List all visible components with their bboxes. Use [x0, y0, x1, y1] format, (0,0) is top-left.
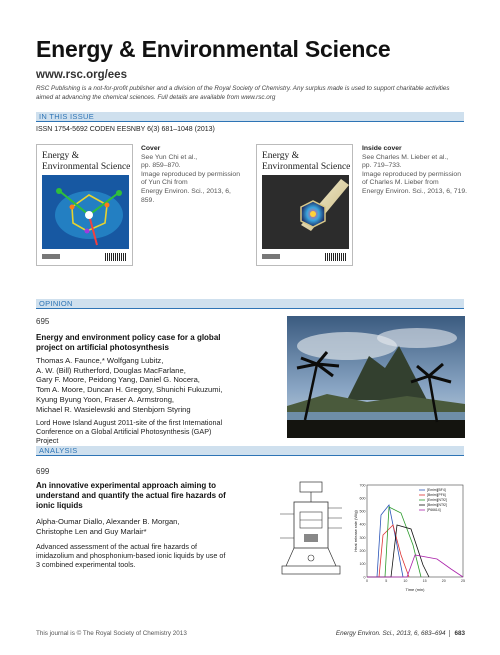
inside-cover-author[interactable]: See Charles M. Lieber et al., [362, 153, 449, 161]
analysis-summary [36, 542, 225, 569]
inside-cover-footer-strip [262, 253, 347, 261]
summary-line: Lord Howe Island August 2011-site of the first International [36, 418, 223, 427]
y-tick-label: 600 [359, 496, 366, 501]
opinion-summary [36, 418, 222, 445]
author-line: Michael R. Wasielewski and Stenbjorn Styring [36, 404, 191, 414]
heat-release-plot [353, 483, 465, 593]
opinion-authors [36, 356, 222, 414]
calorimeter-scheme [270, 478, 350, 590]
issn-line: ISSN 1754-5692 CODEN EESNBY 6(3) 681–1048 (2013) [36, 126, 215, 133]
molecule-artwork [37, 145, 133, 266]
analysis-title[interactable] [36, 481, 226, 511]
x-tick-label: 10 [403, 579, 408, 583]
summary-line: imidazolium and phosphonium-based ionic liquids by use of [36, 551, 226, 560]
page-citation-footer [336, 630, 465, 637]
author-line: Alpha-Oumar Diallo, Alexander B. Morgan, [36, 517, 180, 526]
author-line: Christophe Len and Guy Marlair* [36, 526, 147, 536]
barcode [105, 253, 127, 261]
summary-line: Conference on a Global Artificial Photosynthesis (GAP) [36, 427, 212, 436]
front-cover-caption [141, 145, 246, 205]
plot-frame [367, 485, 463, 577]
inside-cover-caption [362, 145, 472, 197]
plot-x-label: Time (min) [405, 587, 425, 592]
opinion-title-line: project on artificial photosynthesis [36, 343, 169, 352]
summary-line: 3 combined experimental tools. [36, 560, 136, 569]
x-tick-label: 25 [461, 579, 465, 583]
front-cover-pages: pp. 859–870. [141, 162, 181, 170]
opinion-title-line: Energy and environment policy case for a global [36, 333, 221, 342]
legend-label: [P66614] [427, 508, 441, 513]
apparatus-diagram-artwork [270, 478, 350, 590]
summary-line: Advanced assessment of the actual fire hazards of [36, 542, 198, 551]
plot-y-label: Heat release rate (W/g) [353, 510, 358, 552]
journal-title: Energy & Environmental Science [36, 36, 391, 62]
author-line: A. W. (Bill) Rutherford, Douglas MacFarlane, [36, 365, 186, 375]
journal-url[interactable]: www.rsc.org/ees [36, 69, 127, 81]
front-cover-author[interactable]: See Yun Chi et al., [141, 153, 198, 161]
author-line: Kyung Byung Yoon, Fraser A. Armstrong, [36, 394, 175, 404]
legend-label: [Bmim][NTf2] [427, 503, 447, 508]
analysis-title-line: An innovative experimental approach aiming to [36, 481, 217, 490]
opinion-band [36, 299, 464, 309]
analysis-page-number[interactable]: 699 [36, 467, 50, 476]
y-tick-label: 400 [359, 522, 366, 527]
footer-page-number: 683 [449, 630, 465, 637]
opinion-page-number[interactable]: 695 [36, 317, 50, 326]
inside-cover-brand-line1: Energy & [262, 151, 300, 161]
legend-label: [Emim][BF4] [427, 488, 446, 493]
inside-cover-image [256, 144, 353, 266]
rsc-logo [42, 254, 60, 259]
inside-cover-brand-line2: Environmental Science [262, 161, 351, 172]
front-cover-citation: Energy Environ. Sci., 2013, 6, 859. [141, 187, 231, 204]
copyright-footer: This journal is © The Royal Society of Chemistry 2013 [36, 630, 187, 637]
y-tick-label: 300 [359, 535, 366, 540]
legend-label: [Bmim][PF6] [427, 493, 446, 498]
inside-cover-heading: Inside cover [362, 145, 402, 152]
footer-citation: Energy Environ. Sci., 2013, 6, 683–694 [335, 630, 446, 637]
author-line: Thomas A. Faunce,* Wolfgang Lubitz, [36, 356, 164, 365]
x-tick-label: 20 [441, 579, 446, 583]
front-cover-image [36, 144, 133, 266]
x-tick-label: 15 [422, 579, 427, 583]
front-cover-credit-2: of Yun Chi from [141, 179, 188, 187]
front-cover-brand-line1: Energy & [42, 151, 80, 161]
rsc-logo [262, 254, 280, 259]
legend-label: [Emim][NTf2] [427, 498, 447, 503]
analysis-title-line: understand and quantify the actual fire hazards of [36, 491, 226, 500]
x-tick-label: 5 [385, 579, 388, 583]
author-line: Gary F. Moore, Peidong Yang, Daniel G. Nocera, [36, 375, 200, 385]
x-tick-label: 0 [366, 579, 368, 583]
inside-cover-credit-2: of Charles M. Lieber from [362, 179, 439, 187]
y-tick-label: 200 [359, 549, 366, 554]
nanowire-artwork [257, 145, 353, 266]
inside-cover-credit-1: Image reproduced by permission [362, 170, 461, 178]
island-landscape-artwork [287, 316, 465, 438]
heat-release-chart [353, 483, 465, 593]
front-cover-heading: Cover [141, 145, 161, 152]
opinion-label: OPINION [39, 299, 73, 308]
front-cover-brand-line2: Environmental Science [42, 161, 131, 172]
in-this-issue-band [36, 112, 464, 122]
in-this-issue-label: IN THIS ISSUE [39, 112, 95, 121]
inside-cover-citation: Energy Environ. Sci., 2013, 6, 719. [362, 187, 468, 195]
publisher-note: RSC Publishing is a not-for-profit publisher and a division of the Royal Society of Chemistry. Any surplus made is used to support charitable activities aimed at advancing the chemical sciences. Full details are available from www.rsc.org [36, 85, 450, 101]
analysis-authors [36, 517, 180, 536]
island-photo [287, 316, 465, 438]
opinion-title[interactable] [36, 333, 221, 353]
front-cover-footer-strip [42, 253, 127, 261]
summary-line: Project [36, 436, 59, 445]
y-tick-label: 700 [359, 483, 366, 488]
inside-cover-pages: pp. 719–733. [362, 162, 402, 170]
analysis-band [36, 446, 464, 456]
analysis-title-line: ionic liquids [36, 501, 83, 510]
front-cover-credit-1: Image reproduced by permission [141, 170, 240, 178]
y-tick-label: 500 [359, 509, 366, 514]
y-tick-label: 0 [363, 575, 366, 580]
barcode [325, 253, 347, 261]
author-line: Tom A. Moore, Duncan H. Gregory, Shunichi Fukuzumi, [36, 385, 223, 395]
analysis-label: ANALYSIS [39, 446, 78, 455]
y-tick-label: 100 [359, 562, 366, 567]
